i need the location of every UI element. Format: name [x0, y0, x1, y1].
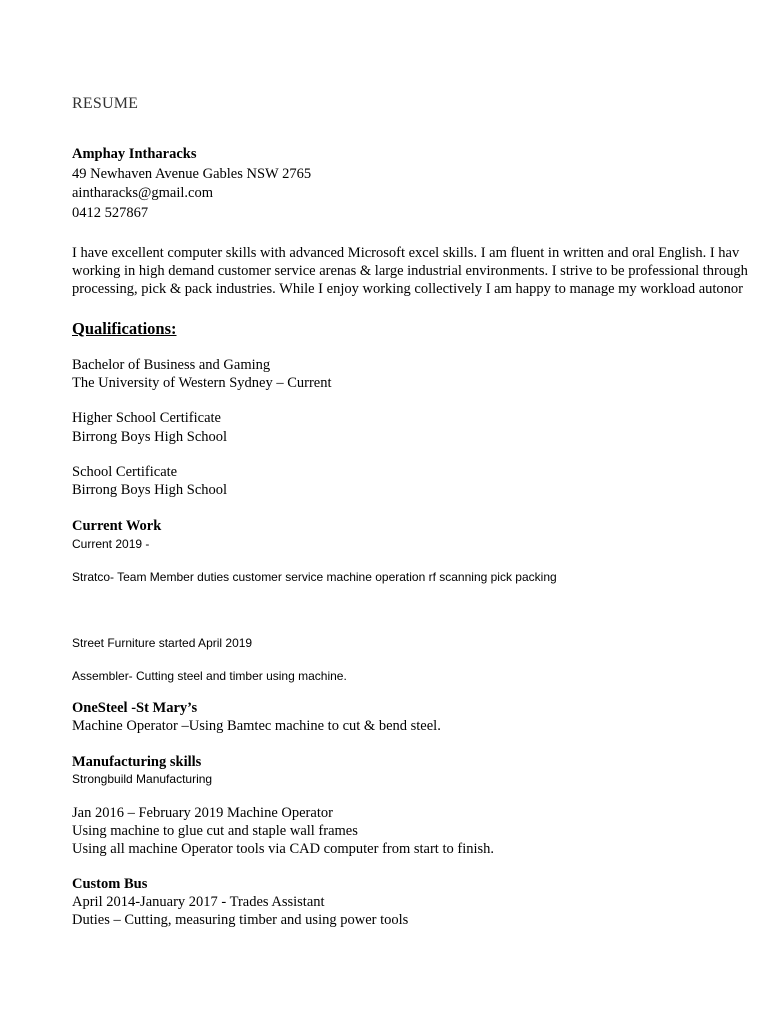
manufacturing-period-role: Jan 2016 – February 2019 Machine Operator	[72, 805, 333, 821]
qualification-institution: The University of Western Sydney – Current	[72, 375, 332, 391]
qualification-title: Bachelor of Business and Gaming	[72, 357, 271, 373]
document-heading: RESUME	[72, 95, 139, 112]
onesteel-role: Machine Operator –Using Bamtec machine to cut & bend steel.	[72, 718, 441, 734]
summary-line-1: I have excellent computer skills with advanced Microsoft excel skills. I am fluent in written and oral English. I hav	[72, 245, 740, 261]
assembler-description: Assembler- Cutting steel and timber using machine.	[72, 669, 347, 683]
onesteel-heading: OneSteel -St Mary’s	[72, 700, 198, 716]
qualification-title: School Certificate	[72, 464, 178, 480]
custom-bus-period-role: April 2014-January 2017 - Trades Assistant	[72, 894, 325, 910]
email: aintharacks@gmail.com	[72, 185, 213, 201]
qualification-institution: Birrong Boys High School	[72, 482, 228, 498]
manufacturing-duty: Using all machine Operator tools via CAD computer from start to finish.	[72, 841, 495, 857]
summary-line-3: processing, pick & pack industries. While I enjoy working collectively I am happy to manage my workload autonor	[72, 281, 743, 297]
manufacturing-heading: Manufacturing skills	[72, 754, 202, 770]
qualification-title: Higher School Certificate	[72, 410, 221, 426]
stratco-description: Stratco- Team Member duties customer service machine operation rf scanning pick packing	[72, 570, 557, 584]
applicant-name: Amphay Intharacks	[72, 146, 197, 162]
custom-bus-heading: Custom Bus	[72, 876, 148, 892]
current-work-period: Current 2019 -	[72, 537, 150, 551]
address: 49 Newhaven Avenue Gables NSW 2765	[72, 166, 312, 182]
summary-line-2: working in high demand customer service arenas & large industrial environments. I strive to be professional through	[72, 263, 748, 279]
phone: 0412 527867	[72, 205, 149, 221]
manufacturing-duty: Using machine to glue cut and staple wall frames	[72, 823, 358, 839]
manufacturing-company: Strongbuild Manufacturing	[72, 772, 213, 786]
qualifications-heading: Qualifications:	[72, 319, 177, 338]
qualification-institution: Birrong Boys High School	[72, 429, 228, 445]
custom-bus-duty: Duties – Cutting, measuring timber and using power tools	[72, 912, 409, 928]
street-furniture-start: Street Furniture started April 2019	[72, 636, 253, 650]
current-work-heading: Current Work	[72, 518, 162, 534]
